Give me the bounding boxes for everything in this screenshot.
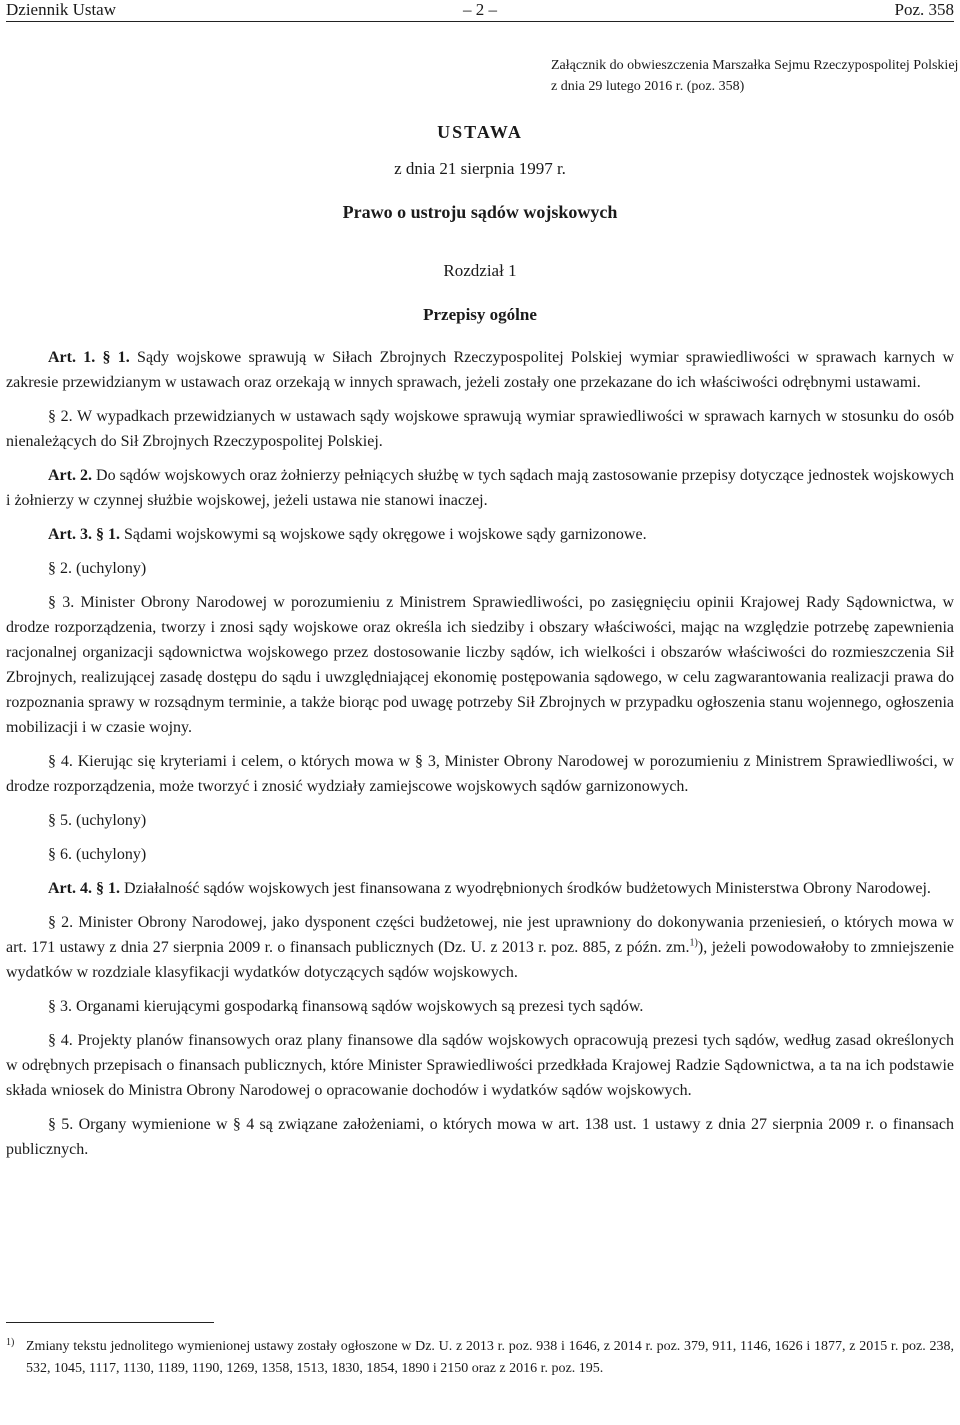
paragraph-text: Organy wymienione w § 4 są związane założeniami, o których mowa w art. 138 ust. 1 ustawy z dnia 27 sierpnia 2009 r. o finansach publicznych. <box>6 1116 955 1158</box>
paragraph-text: Projekty planów finansowych oraz plany finansowe dla sądów wojskowych opracowują prezesi tych sądów, według zasad określonych w odrębnych przepisach o finansach publicznych, które Minister Sprawiedliwości przedkłada Krajowej Radzie Sądownictwa, a ta na ich podstawie składa wniosek do Ministra Obrony Narodowej o opracowanie dochodów i wydatków sądów wojskowych. <box>6 1032 955 1099</box>
paragraph-text: Do sądów wojskowych oraz żołnierzy pełniących służbę w tych sądach mają zastosowanie przepisy dotyczące jednostek wojskowych i żołnierzy w czynnej służbie wojskowej, jeżeli ustawa nie stanowi inaczej. <box>6 467 955 509</box>
act-type-heading: USTAWA <box>437 122 523 142</box>
article-1-label: Art. 1. § 1. <box>48 349 130 366</box>
article-3-section-5: § 5. (uchylony) <box>48 812 147 829</box>
section-label: § 5. <box>48 1116 74 1133</box>
footnote-text: Zmiany tekstu jednolitego wymienionej ustawy zostały ogłoszone w Dz. U. z 2013 r. poz. 938 i 1646, z 2014 r. poz. 379, 911, 1146, 1626 i 1877, z 2015 r. poz. 238, 532, 1045, 1117, 1130, 1189, 1190, 1269, 1358, 1513, 1830, 1854, 1890 i 2150 oraz z 2016 r. poz. 195. <box>26 1339 954 1376</box>
article-3-section-4 <box>6 749 954 799</box>
section-label: § 2. <box>48 914 74 931</box>
paragraph-text: Sądami wojskowymi są wojskowe sądy okręgowe i wojskowe sądy garnizonowe. <box>123 526 647 543</box>
paragraph-text: Organami kierującymi gospodarką finansową sądów wojskowych są prezesi tych sądów. <box>76 998 644 1015</box>
section-label: § 4. <box>48 1032 73 1049</box>
article-4-section-1 <box>6 876 954 901</box>
article-4-section-2 <box>6 910 954 985</box>
footnote-mark: 1) <box>6 1337 15 1348</box>
article-3-section-1 <box>6 522 954 547</box>
article-3-section-3 <box>6 590 954 740</box>
position-number: Poz. 358 <box>894 0 954 19</box>
article-3-section-6: § 6. (uchylony) <box>48 846 147 863</box>
article-4-section-4 <box>6 1028 954 1103</box>
article-4-label: Art. 4. § 1. <box>48 880 120 897</box>
section-label: § 3. <box>48 998 72 1015</box>
paragraph-text: Minister Obrony Narodowej, jako dysponent części budżetowej, nie jest uprawniony do dokonywania przeniesień, o których mowa w art. 171 ustawy z dnia 27 sierpnia 2009 r. o finansach publicznych (Dz. U. z 2013 r. poz. 885, z późn. zm. <box>6 914 955 956</box>
footnote-reference[interactable]: 1) <box>689 937 698 949</box>
footnote-divider <box>6 1322 214 1323</box>
document-body <box>6 345 954 1171</box>
article-3-section-2: § 2. (uchylony) <box>48 560 147 577</box>
article-1-section-1 <box>6 345 954 395</box>
act-title: Prawo o ustroju sądów wojskowych <box>342 202 618 222</box>
section-label: § 4. <box>48 753 73 770</box>
journal-name: Dziennik Ustaw <box>6 0 117 19</box>
act-date: z dnia 21 sierpnia 1997 r. <box>394 159 566 178</box>
paragraph-text: Sądy wojskowe sprawują w Siłach Zbrojnych Rzeczypospolitej Polskiej wymiar sprawiedliwości w sprawach karnych w zakresie przewidzianym w ustawach oraz orzekają w innych sprawach, jeżeli zostały one przekazane do ich właściwości odrębnymi ustawami. <box>6 349 954 391</box>
paragraph-text: W wypadkach przewidzianych w ustawach sądy wojskowe sprawują wymiar sprawiedliwości w sprawach karnych w stosunku do osób nienależących do Sił Zbrojnych Rzeczypospolitej Polskiej. <box>6 408 954 450</box>
article-4-section-5 <box>6 1112 954 1162</box>
section-label: § 2. <box>48 408 73 425</box>
paragraph-text: ), jeżeli powodowałoby to zmniejszenie wydatków w rozdziale klasyfikacji wydatków dotyczących sądów wojskowych. <box>6 939 954 981</box>
page-number: – 2 – <box>463 0 497 19</box>
paragraph-text: Kierując się kryteriami i celem, o których mowa w § 3, Minister Obrony Narodowej w porozumieniu z Ministrem Sprawiedliwości, w drodze rozporządzenia, może tworzyć i znosić wydziały zamiejscowe wojskowych sądów garnizonowych. <box>6 753 955 795</box>
article-1-section-2 <box>6 404 954 454</box>
paragraph-text: Minister Obrony Narodowej w porozumieniu z Ministrem Sprawiedliwości, po zasięgnięciu opinii Krajowej Rady Sądownictwa, w drodze rozporządzenia, tworzy i znosi sądy wojskowe oraz określa ich siedziby i obszary właściwości, mając na względzie potrzebę zapewnienia racjonalnej organizacji sądownictwa wojskowego przez dostosowanie liczby sądów, ich wielkości i obszarów właściwości do rozmieszczenia Sił Zbrojnych, realizującej zasadę dostępu do sądu i uwzględniającej ekonomię postępowania sądowego, w celu zagwarantowania realizacji prawa do rozpoznania sprawy w rozsądnym terminie, a także biorąc pod uwagę potrzeby Sił Zbrojnych w przypadku ogłoszenia stanu wojennego, ogłoszenia mobilizacji i w czasie wojny. <box>6 594 954 736</box>
page-header <box>6 0 954 20</box>
article-2-label: Art. 2. <box>48 467 92 484</box>
chapter-number: Rozdział 1 <box>443 261 517 280</box>
header-divider <box>6 21 954 22</box>
footnote <box>6 1336 954 1380</box>
article-4-section-3 <box>6 994 954 1019</box>
annex-note: Załącznik do obwieszczenia Marszałka Sejmu Rzeczypospolitej Polskiej z dnia 29 lutego 2016 r. (poz. 358) <box>551 58 959 94</box>
chapter-title: Przepisy ogólne <box>423 305 537 324</box>
section-label: § 3. <box>48 594 75 611</box>
article-2 <box>6 463 954 513</box>
paragraph-text: Działalność sądów wojskowych jest finansowana z wyodrębnionych środków budżetowych Ministerstwa Obrony Narodowej. <box>123 880 931 897</box>
article-3-label: Art. 3. § 1. <box>48 526 120 543</box>
